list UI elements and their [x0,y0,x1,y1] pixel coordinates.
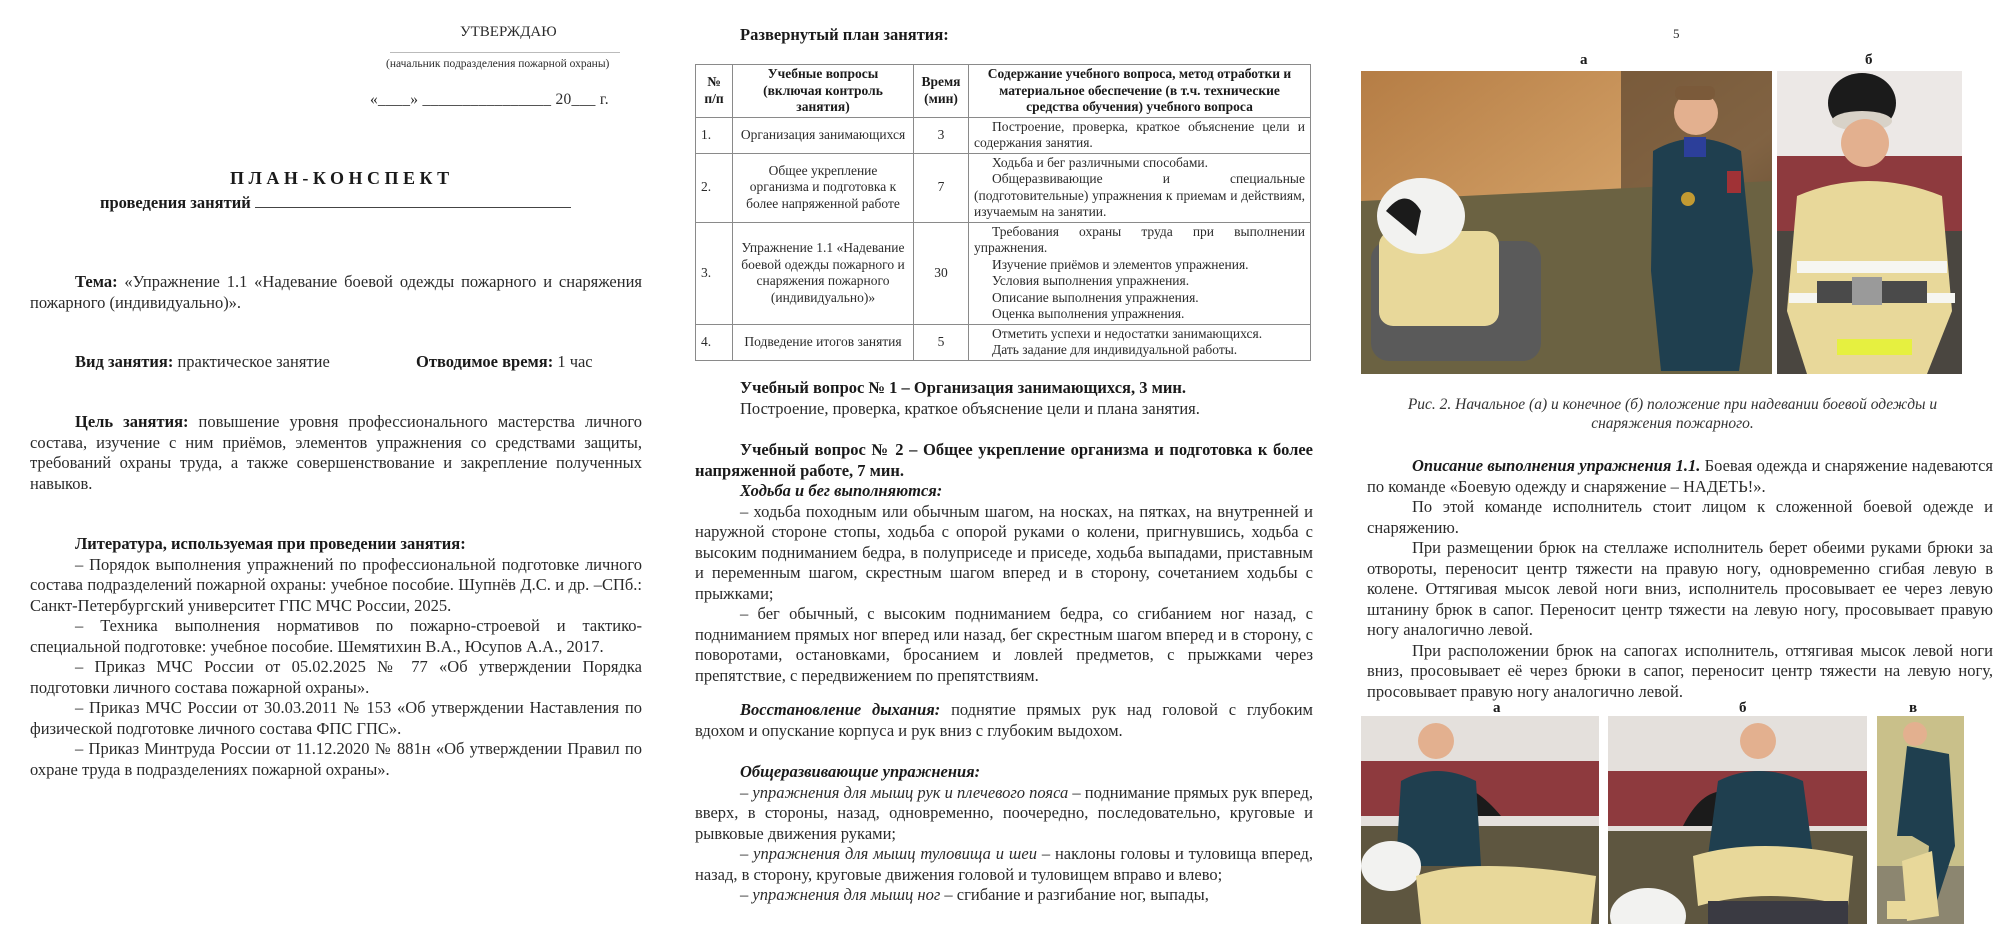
content-line: Построение, проверка, краткое объяснение цели и содержания занятия. [974,118,1305,150]
subtitle-text: проведения занятий [100,193,251,212]
cell-content [969,324,1311,360]
breathing-label: Восстановление дыхания: [740,700,941,719]
exercise-text: – поднимание прямых рук вперед, вверх, в стороны, назад, одновременно, поочередно, последовательно, круговые и рывковые движения руками; [695,782,1313,843]
photo-step-b [1608,716,1867,924]
description-label: Описание выполнения упражнения 1.1. [1412,456,1701,475]
page-right [1355,0,2000,949]
question-1-section [695,378,1313,419]
cell-question: Общее укрепление организма и подготовка к более напряженной работе [733,153,914,222]
cell-content [969,117,1311,153]
photo-step-a-image [1361,716,1599,924]
general-exercises-heading: Общеразвивающие упражнения: [740,762,981,781]
photo-final-position [1777,71,1962,374]
goal-section [30,412,642,494]
figure-2-label-a: а [1580,52,1588,68]
content-line: Описание выполнения упражнения. [992,289,1199,305]
description-paragraph: При размещении брюк на стеллаже исполнитель берет обеими руками брюки за отвороты, переносит центр тяжести на правую ногу, одновременно сгибая левую в колене. Оттягивая мысок левой ноги вниз, исполнитель просовывает ее через левую штанину брюк в сапог. Переносит центр тяжести на левую ногу, просовывает правую ногу аналогично левой. [1367,538,1993,639]
exercise-item: – упражнения для мышц ног – сгибание и разгибание ног, выпады, [740,885,1209,904]
page-left [0,0,680,949]
exercise-label: упражнения для мышц ног [752,885,941,904]
table-row [696,117,1311,153]
cell-question: Организация занимающихся [733,117,914,153]
literature-label: Литература, используемая при проведении занятия: [75,534,466,553]
exercise-text: – сгибание и разгибание ног, выпады, [944,885,1209,904]
goal-text: повышение уровня профессионального мастерства личного состава, изучение с ним приёмов, элементов упражнения со средствами защиты, требований охраны труда, а также совершенствование и закрепление полученных навыков. [30,412,642,493]
content-line: Условия выполнения упражнения. [992,273,1190,288]
figure-3-label-a: а [1493,700,1501,716]
exercise-label: упражнения для мышц рук и плечевого пояса [752,782,1069,802]
header-content: Содержание учебного вопроса, метод отработки и материальное обеспечение (в т.ч. технические средства обучения) учебного вопроса [969,65,1311,118]
description-paragraph: По этой команде исполнитель стоит лицом к сложенной боевой одежде и снаряжению. [1367,497,1993,537]
table-row [696,222,1311,324]
document-title: ПЛАН-КОНСПЕКТ [230,168,454,188]
exercise-label: упражнения для мышц туловища и шеи [753,844,1037,863]
content-line: Требования охраны труда при выполнении упражнения. [974,223,1305,255]
exercise-description [1367,456,1993,702]
exercise-item: – упражнения для мышц туловища и шеи – наклоны головы и туловища вперед, назад, в сторону, круговые движения головой и туловищем вправо и влево; [695,844,1314,884]
walk-item: – бег обычный, с высоким подниманием бедра, со сгибанием ног назад, с подниманием прямых ног вперед или назад, бег скрестным шагом вперед и в сторону, с поворотами, остановками, бросанием и ловлей предметов, с прыжками через препятствие, с передвижением по препятствиям. [695,604,1313,685]
cell-time: 3 [914,117,969,153]
figure-3-label-c: в [1909,700,1918,716]
figure-2-caption: Рис. 2. Начальное (а) и конечное (б) положение при надевании боевой одежды и снаряжения пожарного. [1407,396,1938,432]
literature-item: – Приказ Минтруда России от 11.12.2020 № 881н «Об утверждении Правил по охране труда в подразделениях пожарной охраны». [30,739,642,779]
lesson-plan-table [695,64,1311,361]
subtitle-blank-line [255,193,571,208]
literature-item: – Приказ МЧС России от 30.03.2011 № 153 «Об утверждении Наставления по физической подготовке личного состава ФПС ГПС». [30,698,642,738]
description-paragraph: При расположении брюк на сапогах исполнитель, оттягивая мысок левой ноги вниз, просовывает её через брюки в сапог, переносит центр тяжести на левую ногу, просовывает правую ногу аналогично левой. [1367,640,1993,701]
exercise-text: – наклоны головы и туловища вперед, назад, в сторону, круговые движения головой и туловищем вправо и влево; [695,844,1314,884]
breathing-section [695,700,1313,741]
figure-2-label-b: б [1865,52,1873,68]
literature-item: – Приказ МЧС России от 05.02.2025 № 77 «Об утверждении Порядка подготовки личного состава пожарной охраны». [30,657,642,697]
photo-initial-position-image [1361,71,1772,374]
table-row [696,153,1311,222]
photo-initial-position [1361,71,1772,374]
header-time: Время (мин) [914,65,969,118]
cell-time: 30 [914,222,969,324]
question-1-text: Построение, проверка, краткое объяснение цели и плана занятия. [740,398,1200,418]
question-2-heading: Учебный вопрос № 2 – Общее укрепление организма и подготовка к более напряженной работе, 7 мин. [695,440,1313,480]
content-line: Ходьба и бег различными способами. [992,154,1209,170]
plan-title: Развернутый план занятия: [740,25,949,44]
approve-date-blank: «____» ________________ 20___ г. [370,91,609,108]
page-number: 5 [1673,26,1680,41]
walk-item: – ходьба походным или обычным шагом, на носках, на пятках, на внутренней и наружной стороне стопы, ходьба с опорой руками о колени, пригнувшись, ходьба с высоким подниманием бедра, в полуприседе и приседе, ходьба выпадами, приставным и переменным шагом, скрестным шагом вперед и в сторону, сочетанием ходьбы с прыжками; [695,501,1313,603]
page-middle [690,0,1340,949]
literature-item: – Техника выполнения нормативов по пожарно-строевой и тактико-специальной подготовке: учебное пособие. Шемятихин В.А., Юсупов А.А., 2017. [30,616,642,656]
photo-step-c-image [1877,716,1964,924]
header-questions: Учебные вопросы (включая контроль занятия) [733,65,914,118]
document-subtitle [100,193,571,213]
walk-heading: Ходьба и бег выполняются: [740,481,943,500]
literature-item: – Порядок выполнения упражнений по профессиональной подготовке личного состава подразделений пожарной охраны: учебное пособие. Шупнёв Д.С. и др. –СПб.: Санкт-Петербургский университет ГПС МЧС России, 2025. [30,554,642,615]
breathing-text: поднятие прямых рук над головой с глубоким вдохом и опускание корпуса и рук вниз с глубоким выдохом. [695,700,1313,740]
photo-step-c [1877,716,1964,924]
approver-role: (начальник подразделения пожарной охраны) [386,58,610,70]
cell-number: 4. [696,324,733,360]
general-exercises-section [695,762,1313,906]
photo-step-a [1361,716,1599,924]
content-line: Отметить успехи и недостатки занимающихся. [992,325,1263,341]
cell-number: 1. [696,117,733,153]
content-line: Изучение приёмов и элементов упражнения. [992,256,1249,272]
cell-content [969,222,1311,324]
content-line: Оценка выполнения упражнения. [992,306,1185,321]
question-1-heading: Учебный вопрос № 1 – Организация занимающихся, 3 мин. [740,378,1186,397]
question-2-section [695,440,1313,686]
cell-number: 3. [696,222,733,324]
type-label: Вид занятия: [75,352,174,371]
approve-stamp: УТВЕРЖДАЮ [460,24,557,40]
time-value: 1 час [557,352,593,371]
description-text: Боевая одежда и снаряжение надеваются по команде «Боевую одежду и снаряжение – НАДЕТЬ!». [1367,456,1994,496]
cell-time: 5 [914,324,969,360]
cell-time: 7 [914,153,969,222]
cell-number: 2. [696,153,733,222]
table-header-row [696,65,1311,118]
type-section [30,352,642,373]
cell-question: Подведение итогов занятия [733,324,914,360]
goal-label: Цель занятия: [75,412,189,431]
photo-final-position-image [1777,71,1962,374]
cell-question: Упражнение 1.1 «Надевание боевой одежды пожарного и снаряжения пожарного (индивидуально)» [733,222,914,324]
exercise-item: – упражнения для мышц рук и плечевого пояса – поднимание прямых рук вперед, вверх, в стороны, назад, одновременно, поочередно, последовательно, круговые и рывковые движения руками; [695,782,1313,843]
table-row [696,324,1311,360]
topic-label: Тема: [75,272,118,291]
topic-text: «Упражнение 1.1 «Надевание боевой одежды пожарного и снаряжения пожарного (индивидуально)». [30,272,642,312]
time-label: Отводимое время: [416,352,554,371]
header-number: № п/п [696,65,733,118]
content-line: Дать задание для индивидуальной работы. [992,342,1238,357]
type-value: практическое занятие [177,352,330,371]
signature-line [390,52,620,53]
topic-section [30,272,642,313]
photo-step-b-image [1608,716,1867,924]
figure-3-label-b: б [1739,700,1747,716]
cell-content [969,153,1311,222]
literature-section [30,534,642,780]
content-line: Общеразвивающие и специальные (подготовительные) упражнения к приемам и действиям, изучаемым на занятии. [974,171,1305,219]
